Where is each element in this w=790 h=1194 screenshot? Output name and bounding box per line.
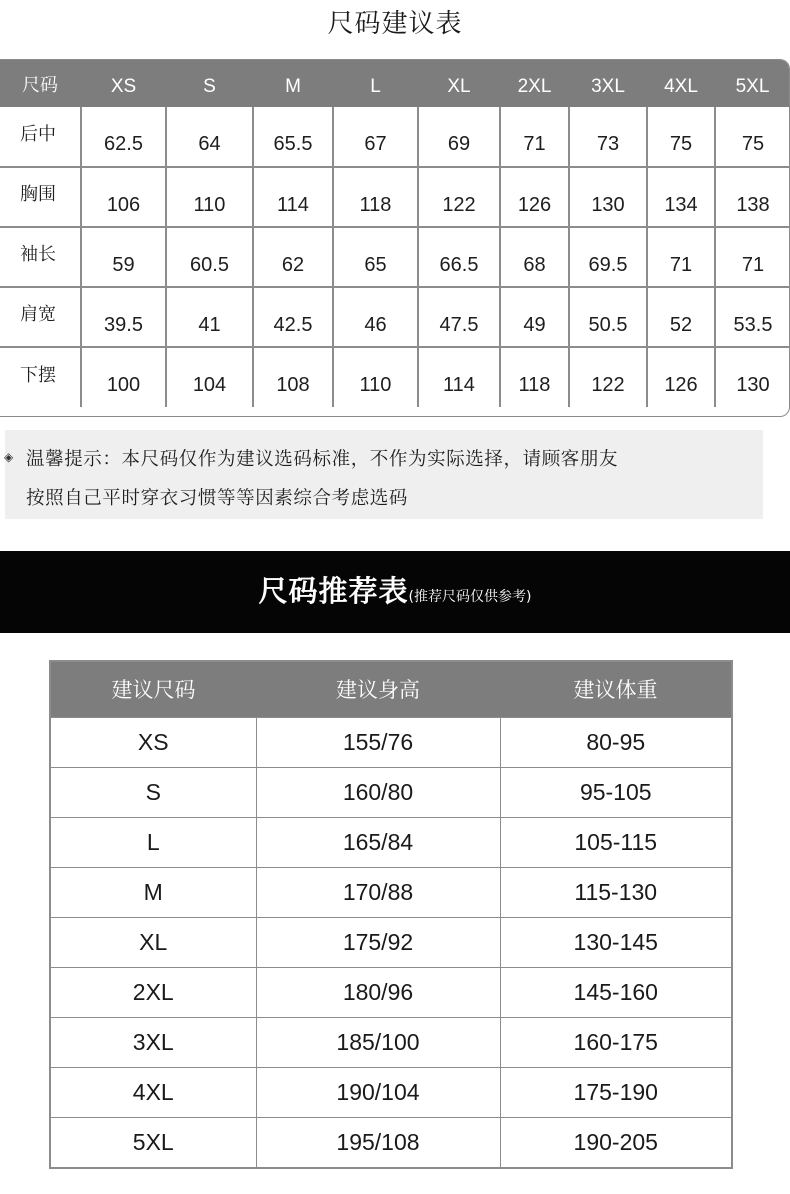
suggested-height-cell: 190/104 — [256, 1067, 500, 1117]
size-suggestion-title: 尺码建议表 — [327, 9, 463, 39]
suggested-height-cell: 170/88 — [256, 867, 500, 917]
measurement-value: 118 — [333, 167, 418, 227]
recommendation-row — [50, 1017, 732, 1067]
measurement-value: 50.5 — [569, 287, 647, 347]
measurement-value: 69 — [418, 107, 500, 167]
measurement-value: 71 — [500, 107, 569, 167]
measurement-label: 下摆 — [0, 347, 81, 407]
recommendation-row — [50, 1117, 732, 1168]
measurement-value: 108 — [253, 347, 333, 407]
header-cell-4xl: 4XL — [664, 75, 698, 97]
measurement-value: 122 — [418, 167, 500, 227]
suggested-weight-cell: 160-175 — [500, 1017, 732, 1067]
size-suggestion-header-row — [0, 60, 790, 107]
measurement-value: 138 — [715, 167, 790, 227]
suggested-height-cell: 185/100 — [256, 1017, 500, 1067]
header-cell-size: 尺码 — [22, 74, 58, 96]
suggested-height-cell: 160/80 — [256, 767, 500, 817]
header-cell-xl: XL — [447, 75, 471, 97]
suggested-weight-cell: 105-115 — [500, 817, 732, 867]
header-cell-s: S — [203, 75, 216, 97]
suggested-size-cell: XS — [50, 717, 256, 767]
recommendation-row — [50, 917, 732, 967]
measurement-value: 42.5 — [253, 287, 333, 347]
measurement-value: 122 — [569, 347, 647, 407]
measurement-value: 106 — [81, 167, 166, 227]
size-recommendation-table — [49, 660, 733, 1169]
header-cell-suggested-size: 建议尺码 — [111, 678, 196, 703]
measurement-value: 110 — [166, 167, 253, 227]
suggested-size-cell: 5XL — [50, 1117, 256, 1168]
header-cell-l: L — [370, 75, 381, 97]
measurement-value: 100 — [81, 347, 166, 407]
suggested-weight-cell: 175-190 — [500, 1067, 732, 1117]
measurement-value: 39.5 — [81, 287, 166, 347]
suggested-weight-cell: 80-95 — [500, 717, 732, 767]
recommendation-title: 尺码推荐表 — [258, 574, 409, 608]
size-recommendation-header-row — [50, 661, 732, 717]
recommendation-row — [50, 717, 732, 767]
measurement-label: 袖长 — [0, 227, 81, 287]
header-cell-5xl: 5XL — [735, 75, 770, 97]
measurement-value: 46 — [333, 287, 418, 347]
suggested-weight-cell: 190-205 — [500, 1117, 732, 1168]
measurement-value: 41 — [166, 287, 253, 347]
measurement-value: 114 — [418, 347, 500, 407]
recommendation-row — [50, 767, 732, 817]
measurement-value: 104 — [166, 347, 253, 407]
recommendation-subtitle: (推荐尺码仅供参考) — [408, 589, 532, 605]
recommendation-row — [50, 1067, 732, 1117]
suggested-height-cell: 155/76 — [256, 717, 500, 767]
measurement-value: 71 — [715, 227, 790, 287]
suggested-weight-cell: 130-145 — [500, 917, 732, 967]
suggested-height-cell: 195/108 — [256, 1117, 500, 1168]
suggested-height-cell: 180/96 — [256, 967, 500, 1017]
size-suggestion-table — [0, 60, 790, 407]
suggested-size-cell: 3XL — [50, 1017, 256, 1067]
suggested-weight-cell: 95-105 — [500, 767, 732, 817]
suggested-height-cell: 175/92 — [256, 917, 500, 967]
suggested-size-cell: XL — [50, 917, 256, 967]
suggested-weight-cell: 115-130 — [500, 867, 732, 917]
header-cell-suggested-weight: 建议体重 — [573, 678, 658, 703]
measurement-value: 65.5 — [253, 107, 333, 167]
tip-line-1: 温馨提示：本尺码仅作为建议选码标准，不作为实际选择，请顾客朋友 — [26, 449, 619, 470]
measurement-value: 75 — [715, 107, 790, 167]
measurement-value: 66.5 — [418, 227, 500, 287]
measurement-row — [0, 227, 790, 287]
measurement-value: 71 — [647, 227, 715, 287]
measurement-value: 114 — [253, 167, 333, 227]
suggested-weight-cell: 145-160 — [500, 967, 732, 1017]
recommendation-row — [50, 867, 732, 917]
header-cell-suggested-height: 建议身高 — [336, 678, 420, 703]
measurement-value: 49 — [500, 287, 569, 347]
suggested-height-cell: 165/84 — [256, 817, 500, 867]
measurement-row — [0, 287, 790, 347]
measurement-value: 134 — [647, 167, 715, 227]
suggested-size-cell: M — [50, 867, 256, 917]
measurement-label: 胸围 — [0, 167, 81, 227]
measurement-value: 67 — [333, 107, 418, 167]
header-cell-xs: XS — [110, 75, 137, 97]
recommendation-row — [50, 817, 732, 867]
measurement-value: 69.5 — [569, 227, 647, 287]
size-suggestion-table-frame — [0, 59, 790, 417]
tip-line-2: 按照自己平时穿衣习惯等等因素综合考虑选码 — [26, 488, 409, 509]
suggested-size-cell: L — [50, 817, 256, 867]
header-cell-2xl: 2XL — [517, 75, 552, 97]
measurement-value: 65 — [333, 227, 418, 287]
measurement-value: 53.5 — [715, 287, 790, 347]
recommendation-banner — [0, 551, 790, 633]
suggested-size-cell: 2XL — [50, 967, 256, 1017]
suggested-size-cell: 4XL — [50, 1067, 256, 1117]
tip-box — [5, 430, 763, 519]
measurement-value: 110 — [333, 347, 418, 407]
measurement-value: 68 — [500, 227, 569, 287]
measurement-row — [0, 347, 790, 407]
measurement-value: 75 — [647, 107, 715, 167]
measurement-value: 64 — [166, 107, 253, 167]
measurement-label: 肩宽 — [0, 287, 81, 347]
measurement-label: 后中 — [0, 107, 81, 167]
measurement-value: 60.5 — [166, 227, 253, 287]
recommendation-row — [50, 967, 732, 1017]
measurement-row — [0, 167, 790, 227]
measurement-row — [0, 107, 790, 167]
header-cell-3xl: 3XL — [591, 75, 625, 97]
measurement-value: 118 — [500, 347, 569, 407]
measurement-value: 126 — [647, 347, 715, 407]
measurement-value: 130 — [569, 167, 647, 227]
suggested-size-cell: S — [50, 767, 256, 817]
measurement-value: 52 — [647, 287, 715, 347]
measurement-value: 62 — [253, 227, 333, 287]
measurement-value: 73 — [569, 107, 647, 167]
tip-bullet-icon: ◈ — [4, 450, 14, 464]
measurement-value: 130 — [736, 374, 770, 396]
measurement-value: 126 — [500, 167, 569, 227]
header-cell-m: M — [285, 75, 301, 97]
measurement-value: 62.5 — [81, 107, 166, 167]
measurement-value: 59 — [81, 227, 166, 287]
measurement-value: 47.5 — [418, 287, 500, 347]
